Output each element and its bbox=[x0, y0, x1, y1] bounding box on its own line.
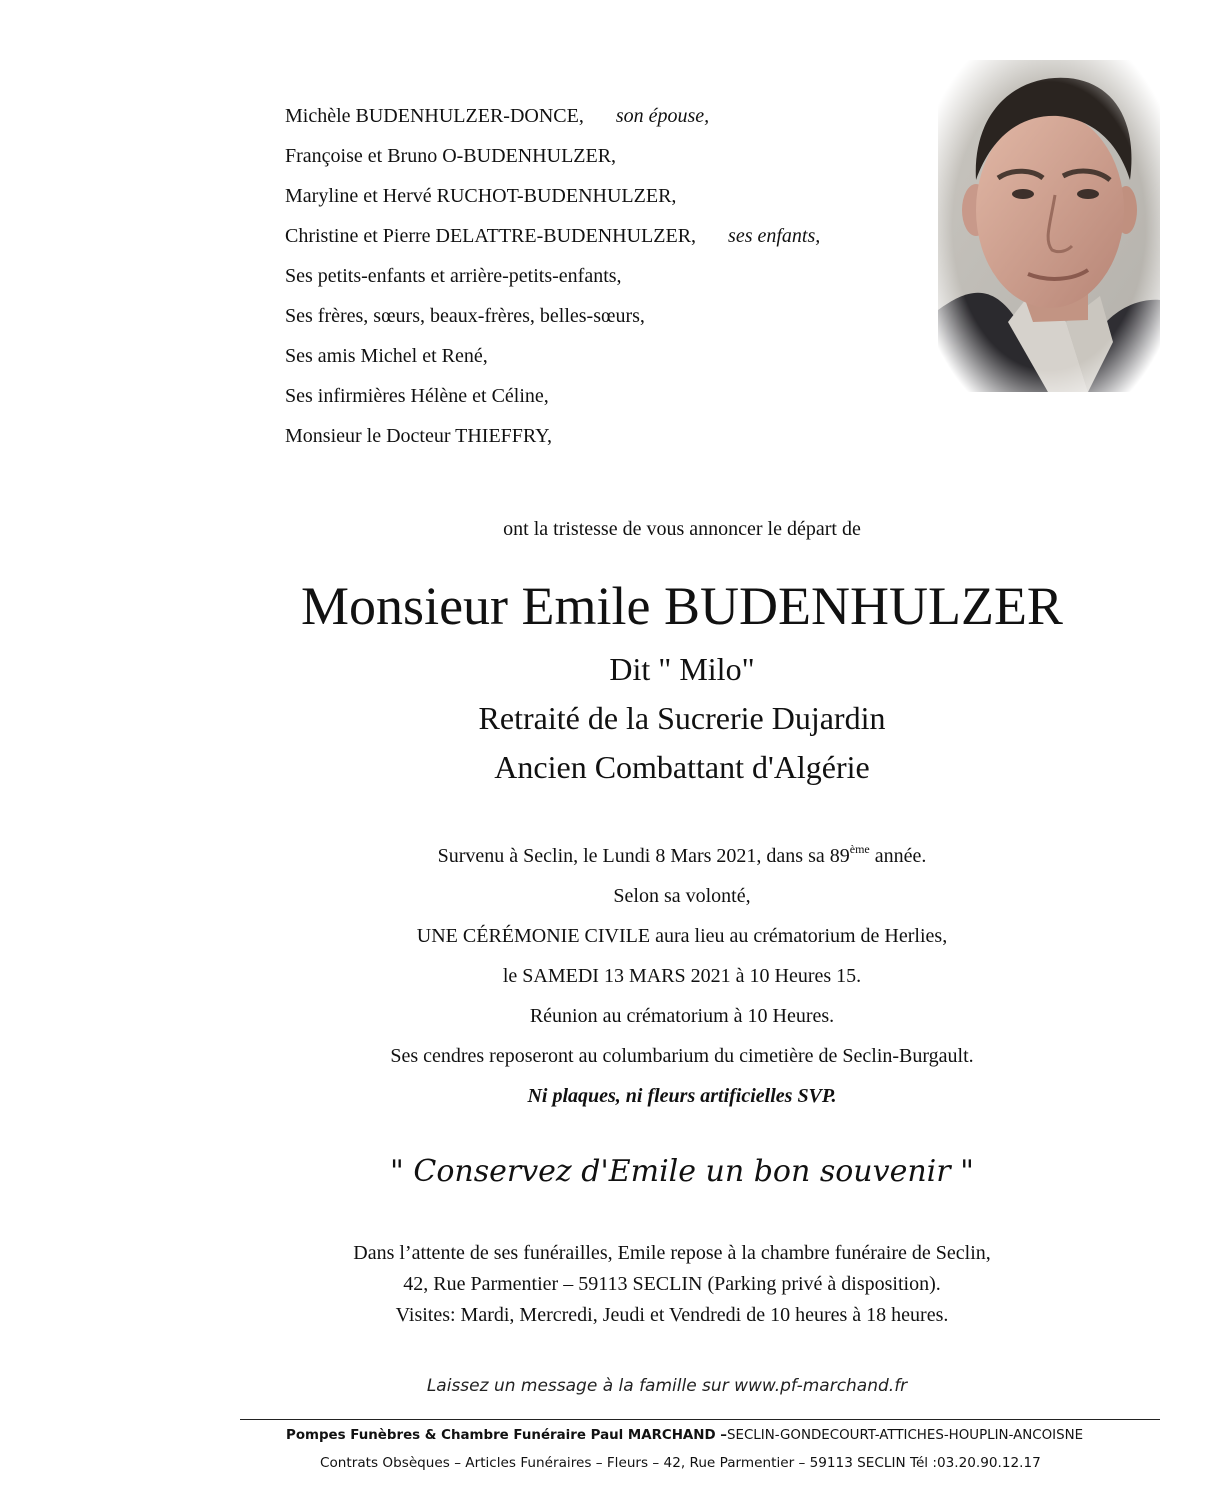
funeral-visits: Visites: Mardi, Mercredi, Jeudi et Vendredi de 10 heures à 18 heures. bbox=[395, 1304, 949, 1326]
family-member: Françoise et Bruno O-BUDENHULZER, bbox=[285, 145, 617, 167]
death-text-end: année. bbox=[869, 845, 927, 867]
footer-services: Contrats Obsèques – Articles Funéraires – Fleurs – 42, Rue Parmentier – 59113 SECLIN Tél :03.20.90.12.17 bbox=[320, 1455, 1041, 1471]
family-list bbox=[285, 96, 925, 456]
meeting-line: Réunion au crématorium à 10 Heures. bbox=[529, 1005, 835, 1027]
memorial-quote bbox=[0, 1146, 1214, 1196]
family-member: Monsieur le Docteur THIEFFRY, bbox=[285, 425, 553, 447]
family-member: Ses petits-enfants et arrière-petits-enfants, bbox=[285, 265, 622, 287]
death-text: Survenu à Seclin, le Lundi 8 Mars 2021, dans sa 89 bbox=[437, 845, 850, 867]
message-link[interactable]: Laissez un message à la famille sur www.pf-marchand.fr bbox=[426, 1376, 908, 1396]
funeral-address: 42, Rue Parmentier – 59113 SECLIN (Parking privé à disposition). bbox=[403, 1273, 941, 1295]
family-member: Michèle BUDENHULZER-DONCE, bbox=[285, 105, 584, 127]
family-member: Christine et Pierre DELATTRE-BUDENHULZER, bbox=[285, 225, 697, 247]
company-name: Pompes Funèbres & Chambre Funéraire Paul MARCHAND – bbox=[286, 1428, 727, 1443]
portrait-photo bbox=[938, 60, 1160, 392]
footer-divider bbox=[240, 1419, 1160, 1420]
ordinal-suffix: ème bbox=[849, 842, 870, 856]
ashes-line: Ses cendres reposeront au columbarium du cimetière de Seclin-Burgault. bbox=[390, 1045, 974, 1067]
deceased-veteran: Ancien Combattant d'Algérie bbox=[494, 749, 870, 785]
family-row bbox=[285, 176, 925, 216]
funeral-home-info bbox=[0, 1238, 1214, 1331]
announcement: ont la tristesse de vous annoncer le départ de bbox=[503, 518, 861, 540]
family-row bbox=[285, 336, 925, 376]
deceased-nickname: Dit " Milo" bbox=[609, 651, 755, 687]
family-row bbox=[285, 256, 925, 296]
death-line bbox=[150, 836, 1214, 876]
wish-line: Selon sa volonté, bbox=[613, 885, 751, 907]
family-row bbox=[285, 416, 925, 456]
quote-close: " bbox=[960, 1154, 974, 1189]
family-member: Maryline et Hervé RUCHOT-BUDENHULZER, bbox=[285, 185, 677, 207]
family-row bbox=[285, 96, 925, 136]
quote-open: " bbox=[390, 1154, 404, 1189]
no-flowers-line: Ni plaques, ni fleurs artificielles SVP. bbox=[527, 1085, 837, 1107]
footer-company bbox=[286, 1428, 1166, 1443]
family-relation: son épouse, bbox=[615, 105, 710, 127]
family-member: Ses amis Michel et René, bbox=[285, 345, 488, 367]
deceased-name: Monsieur Emile BUDENHULZER bbox=[301, 576, 1063, 636]
quote-text: Conservez d'Emile un bon souvenir bbox=[403, 1154, 961, 1189]
deceased-occupation: Retraité de la Sucrerie Dujardin bbox=[478, 700, 886, 736]
family-relation: ses enfants, bbox=[728, 225, 821, 247]
family-row bbox=[285, 376, 925, 416]
date-line: le SAMEDI 13 MARS 2021 à 10 Heures 15. bbox=[502, 965, 862, 987]
family-row bbox=[285, 216, 925, 256]
ceremony-line: UNE CÉRÉMONIE CIVILE aura lieu au crématorium de Herlies, bbox=[416, 925, 948, 947]
funeral-line: Dans l’attente de ses funérailles, Emile repose à la chambre funéraire de Seclin, bbox=[353, 1242, 991, 1264]
company-towns: SECLIN-GONDECOURT-ATTICHES-HOUPLIN-ANCOISNE bbox=[726, 1428, 1084, 1443]
family-row bbox=[285, 136, 925, 176]
family-member: Ses frères, sœurs, beaux-frères, belles-sœurs, bbox=[285, 305, 645, 327]
portrait-photo-icon bbox=[938, 60, 1160, 392]
family-row bbox=[285, 296, 925, 336]
ceremony-details bbox=[0, 836, 1214, 1116]
family-member: Ses infirmières Hélène et Céline, bbox=[285, 385, 549, 407]
